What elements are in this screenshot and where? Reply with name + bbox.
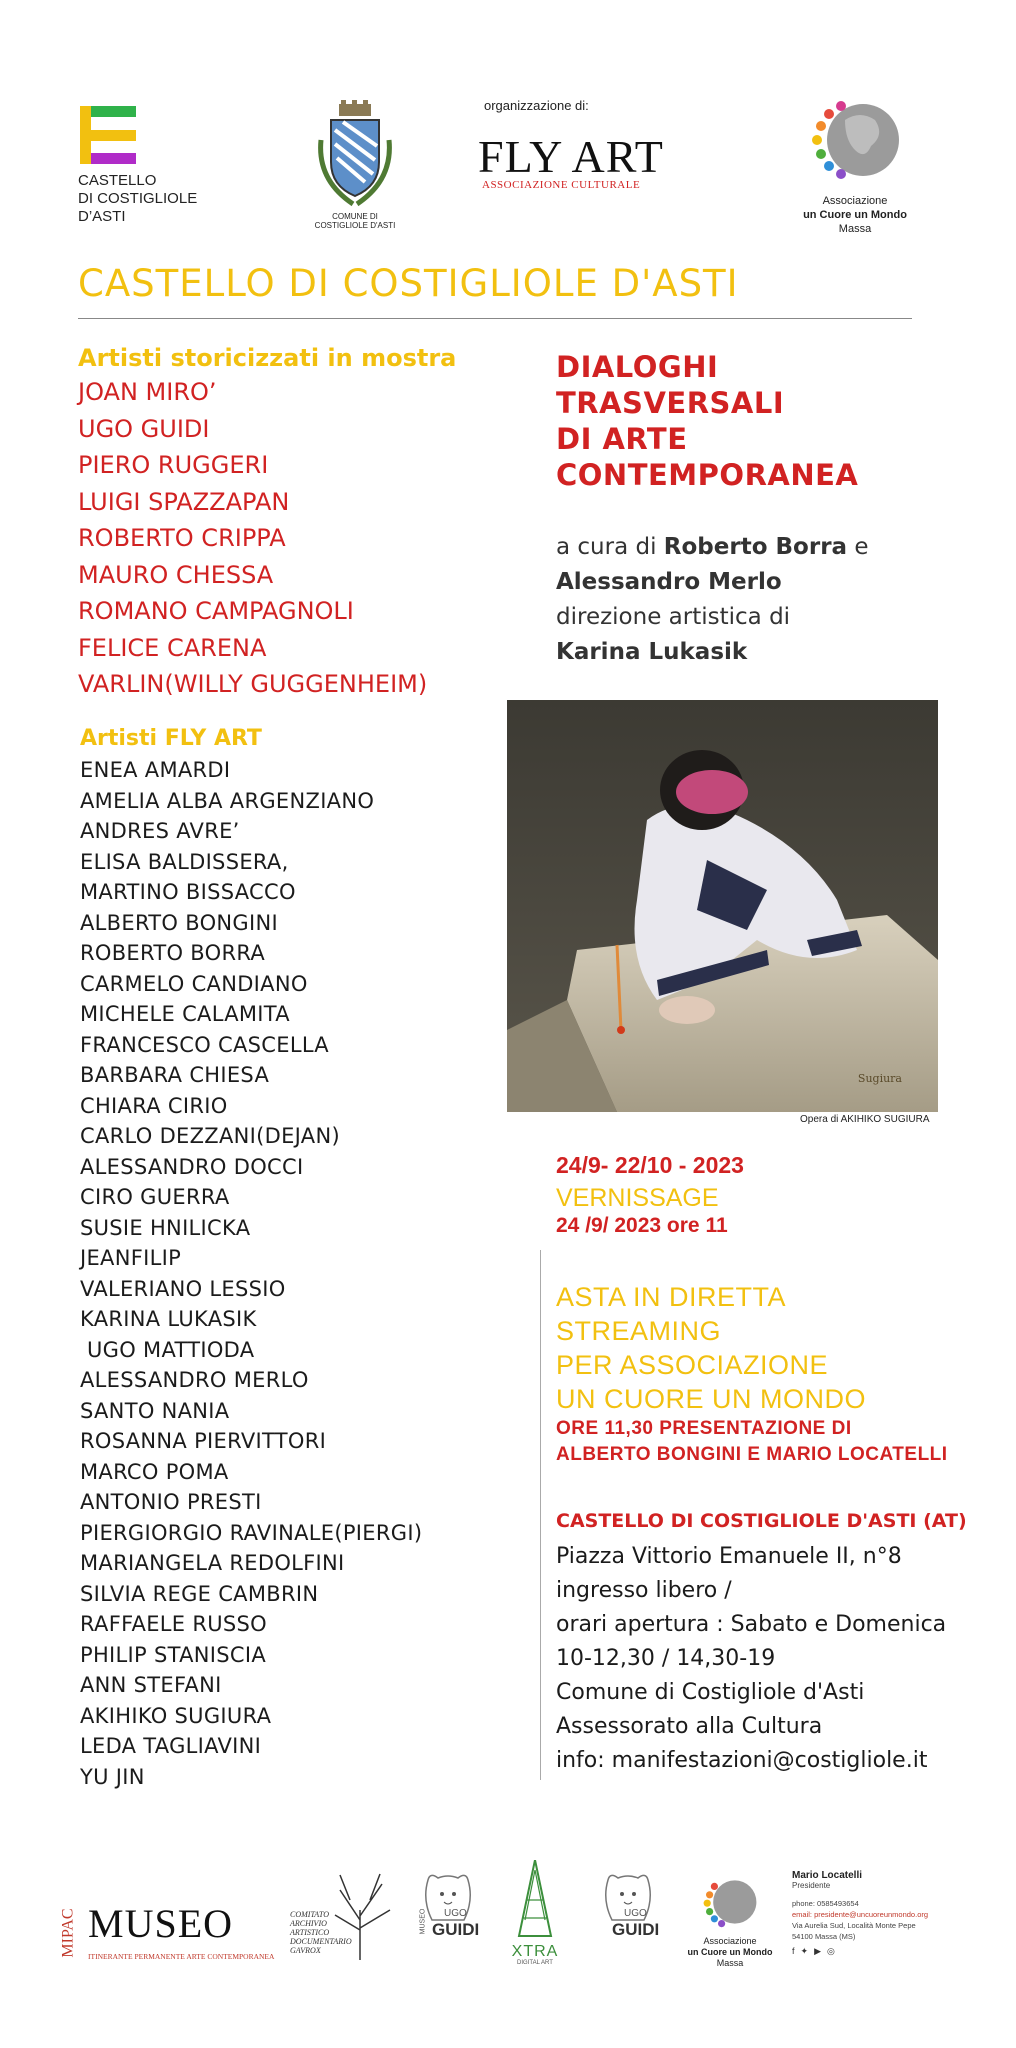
list-item: ROBERTO BORRA <box>80 941 266 965</box>
castello-logo-line-3: D’ASTI <box>78 208 126 225</box>
ugo-guidi-logo-2 <box>598 1870 668 1970</box>
contact-role: Presidente <box>792 1881 831 1890</box>
list-item: ALBERTO BONGINI <box>80 910 278 935</box>
contact-city: 54100 Massa (MS) <box>792 1932 856 1941</box>
presentation-line: ALBERTO BONGINI E MARIO LOCATELLI <box>556 1444 948 1465</box>
venue-section <box>556 1510 967 1782</box>
list-item: YU JIN <box>80 1764 145 1789</box>
cuore-footer-line: Massa <box>716 1958 744 1968</box>
list-item: MARIANGELA REDOLFINI <box>80 1551 345 1575</box>
main-title: CASTELLO DI COSTIGLIOLE D'ASTI <box>78 262 739 305</box>
exhibition-dates: 24/9- 22/10 - 2023 <box>556 1152 744 1178</box>
list-item: KARINA LUKASIK <box>80 1307 257 1331</box>
storicizzati-section <box>78 344 456 707</box>
list-item: AKIHIKO SUGIURA <box>80 1703 272 1728</box>
list-item: ROBERTO CRIPPA <box>78 524 286 552</box>
list-item: CARMELO CANDIANO <box>80 971 308 996</box>
venue-line: 10-12,30 / 14,30-19 <box>556 1646 776 1671</box>
youtube-icon[interactable]: ▶ <box>814 1946 827 1956</box>
curator-prefix: a cura di <box>556 534 664 560</box>
list-item: AMELIA ALBA ARGENZIANO <box>80 788 375 813</box>
museo-vertical: MUSEO <box>419 1908 427 1935</box>
curator-name-1: Roberto Borra <box>663 534 848 560</box>
exhibition-title-line: DIALOGHI <box>556 350 719 384</box>
exhibition-title-line: CONTEMPORANEA <box>556 458 859 492</box>
venue-line: info: manifestazioni@costigliole.it <box>556 1748 928 1773</box>
curator-name-2: Alessandro Merlo <box>556 569 782 595</box>
list-item: SUSIE HNILICKA <box>80 1215 251 1240</box>
list-item: FELICE CARENA <box>78 633 267 662</box>
list-item: PIERGIORGIO RAVINALE(PIERGI) <box>80 1520 423 1545</box>
venue-line: Assessorato alla Cultura <box>556 1714 823 1739</box>
list-item: SILVIA REGE CAMBRIN <box>80 1581 319 1606</box>
museo-text: MUSEO <box>88 1901 234 1946</box>
contact-name: Mario Locatelli <box>792 1870 863 1881</box>
organizzazione-label: organizzazione di: <box>484 98 589 113</box>
comitato-line: DOCUMENTARIO <box>290 1937 352 1946</box>
comitato-line: ARCHIVIO <box>290 1919 327 1928</box>
comune-line-1: COMUNE DI <box>332 212 378 221</box>
venue-divider <box>540 1250 541 1780</box>
asta-section <box>556 1282 866 1418</box>
direction-label: direzione artistica di <box>556 604 791 630</box>
comitato-logo <box>290 1870 400 1980</box>
ugo-label: UGO <box>624 1908 647 1919</box>
list-item: JEANFILIP <box>80 1246 182 1270</box>
list-item: JOAN MIRO’ <box>78 378 217 406</box>
castello-logo-line-1: CASTELLO <box>78 172 157 189</box>
asta-line: STREAMING <box>556 1316 722 1346</box>
xtra-logo <box>500 1860 570 1980</box>
asta-line: ASTA IN DIRETTA <box>556 1282 787 1312</box>
guidi-label: GUIDI <box>612 1920 660 1939</box>
list-item: UGO GUIDI <box>78 414 210 443</box>
ugo-label: UGO <box>444 1908 467 1919</box>
museo-sub: ITINERANTE PERMANENTE ARTE CONTEMPORANEA <box>88 1952 275 1961</box>
list-item: ANDRES AVRE’ <box>80 819 240 843</box>
list-item: ROMANO CAMPAGNOLI <box>78 597 354 625</box>
contact-block <box>792 1870 992 1957</box>
storicizzati-list <box>78 378 456 707</box>
comune-line-2: COSTIGLIOLE D'ASTI <box>314 221 396 230</box>
exhibition-title-line: DI ARTE <box>556 422 688 456</box>
vernissage-date: 24 /9/ 2023 ore 11 <box>556 1214 728 1237</box>
cuore-line-1: Associazione <box>822 195 888 207</box>
list-item: ELISA BALDISSERA, <box>80 849 289 874</box>
comune-crest <box>310 100 400 240</box>
list-item: MARTINO BISSACCO <box>80 880 296 904</box>
schedule <box>556 1152 744 1238</box>
list-item: MICHELE CALAMITA <box>80 1002 290 1026</box>
cuore-footer-line: un Cuore un Mondo <box>687 1947 773 1957</box>
list-item: MAURO CHESSA <box>78 560 274 589</box>
venue-line: Comune di Costigliole d'Asti <box>556 1680 865 1705</box>
contact-address: Via Aurelia Sud, Località Monte Pepe <box>792 1921 916 1930</box>
director-name: Karina Lukasik <box>556 639 748 665</box>
castello-logo <box>78 104 228 236</box>
venue-line: Piazza Vittorio Emanuele II, n°8 <box>556 1544 902 1569</box>
director-line <box>556 639 869 674</box>
venue-line: orari apertura : Sabato e Domenica <box>556 1612 947 1637</box>
artwork-caption: Opera di AKIHIKO SUGIURA <box>800 1114 930 1125</box>
exhibition-title <box>556 350 858 494</box>
list-item: VALERIANO LESSIO <box>80 1276 286 1301</box>
footer-logos <box>0 1860 1016 2000</box>
castello-logo-mark <box>78 104 148 166</box>
cuore-footer-logo <box>680 1872 780 1982</box>
contact-phone: phone: 0585493654 <box>792 1899 859 1908</box>
presentation-line: ORE 11,30 PRESENTAZIONE DI <box>556 1418 852 1439</box>
world-hearts-icon <box>700 1872 760 1932</box>
cuore-footer-line: Associazione <box>703 1936 757 1946</box>
list-item: VARLIN(WILLY GUGGENHEIM) <box>78 670 428 698</box>
castello-logo-line-2: DI COSTIGLIOLE <box>78 190 198 207</box>
instagram-icon[interactable]: ◎ <box>826 1946 841 1956</box>
asta-line: UN CUORE UN MONDO <box>556 1384 866 1414</box>
curator-line-1 <box>556 534 869 569</box>
flyart-sub: ASSOCIAZIONE CULTURALE <box>482 179 641 191</box>
contact-email[interactable]: email: presidente@uncuoreunmondo.org <box>792 1910 929 1919</box>
list-item: ALESSANDRO DOCCI <box>80 1154 304 1179</box>
flyart-artists-heading: Artisti FLY ART <box>80 726 262 751</box>
ugo-guidi-logo-1 <box>418 1870 488 1970</box>
list-item: FRANCESCO CASCELLA <box>80 1032 329 1057</box>
facebook-icon[interactable]: f <box>792 1946 801 1956</box>
xtra-sub: DIGITAL ART <box>517 1960 553 1966</box>
flyart-artists-list <box>80 758 422 1795</box>
mipac-text: MIPAC <box>59 1908 77 1958</box>
list-item: UGO MATTIODA <box>80 1337 255 1362</box>
list-item: CARLO DEZZANI(DEJAN) <box>80 1124 340 1148</box>
world-hearts-icon <box>805 90 905 190</box>
list-item: CHIARA CIRIO <box>80 1093 228 1118</box>
artwork-signature: Sugiura <box>857 1072 902 1085</box>
comitato-line: ARTISTICO <box>290 1928 330 1937</box>
comitato-line: COMITATO <box>290 1910 329 1919</box>
mipac-museo-logo <box>60 1894 275 1974</box>
list-item: ANN STEFANI <box>80 1673 222 1697</box>
cuore-line-2: un Cuore un Mondo <box>803 209 907 221</box>
venue-title: CASTELLO DI COSTIGLIOLE D'ASTI (AT) <box>556 1510 967 1532</box>
social-icons <box>792 1946 992 1957</box>
list-item: ENEA AMARDI <box>80 758 231 782</box>
curator-line-2 <box>556 569 869 604</box>
list-item: ANTONIO PRESTI <box>80 1490 262 1514</box>
list-item: SANTO NANIA <box>80 1398 230 1423</box>
comitato-line: GAVROX <box>290 1946 321 1955</box>
list-item: PHILIP STANISCIA <box>80 1642 267 1667</box>
xtra-label: XTRA <box>511 1943 559 1960</box>
flyart-artists-section <box>80 726 422 1795</box>
list-item: ROSANNA PIERVITTORI <box>80 1429 327 1453</box>
list-item: ALESSANDRO MERLO <box>80 1368 309 1392</box>
list-item: CIRO GUERRA <box>80 1185 230 1209</box>
artwork-image <box>507 700 938 1112</box>
title-divider <box>78 318 912 319</box>
twitter-icon[interactable]: ✦ <box>800 1946 815 1956</box>
tree-icon <box>515 1860 555 1940</box>
list-item: LEDA TAGLIAVINI <box>80 1734 262 1758</box>
flyart-logo <box>478 98 708 208</box>
cuore-line-3: Massa <box>838 223 872 235</box>
curator-and: e <box>847 534 869 560</box>
venue-line: ingresso libero / <box>556 1578 732 1603</box>
exhibition-title-line: TRASVERSALI <box>556 386 785 420</box>
curators <box>556 534 869 674</box>
asta-line: PER ASSOCIAZIONE <box>556 1350 829 1380</box>
guidi-label: GUIDI <box>432 1920 480 1939</box>
vernissage-label: VERNISSAGE <box>556 1184 719 1212</box>
artwork-painting <box>507 700 938 1112</box>
cuore-logo <box>790 90 920 240</box>
storicizzati-heading: Artisti storicizzati in mostra <box>78 344 457 372</box>
list-item: BARBARA CHIESA <box>80 1063 270 1087</box>
presentation <box>556 1418 948 1466</box>
flyart-name: FLY ART <box>478 131 664 182</box>
crest-icon <box>313 100 397 208</box>
list-item: MARCO POMA <box>80 1459 229 1484</box>
list-item: LUIGI SPAZZAPAN <box>78 487 290 516</box>
list-item: RAFFAELE RUSSO <box>80 1612 267 1636</box>
list-item: PIERO RUGGERI <box>78 451 269 479</box>
